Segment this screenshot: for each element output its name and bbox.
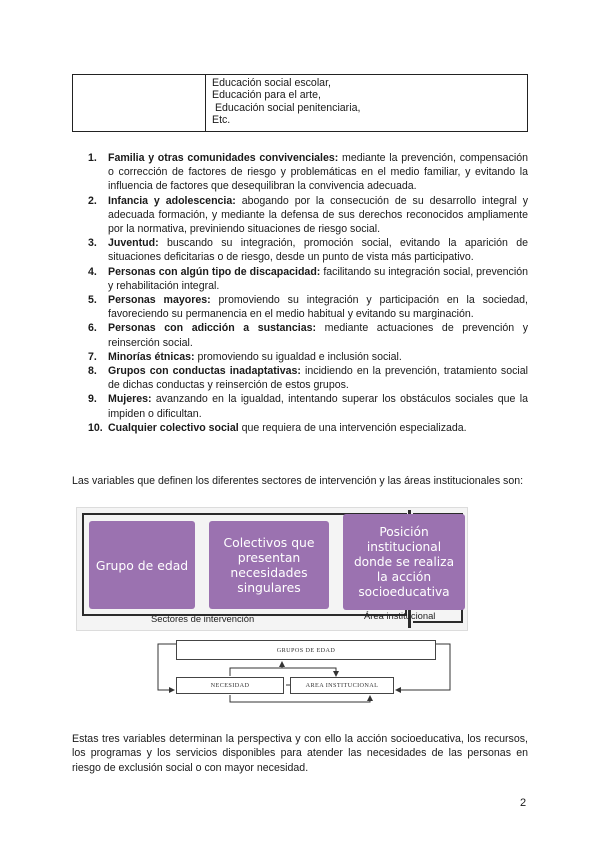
list-item xyxy=(88,421,528,435)
list-item-title: Personas con algún tipo de discapacidad: xyxy=(108,265,321,278)
list-number: 3. xyxy=(88,237,97,250)
institutional-area-node: AREA INSTITUCIONAL xyxy=(290,677,394,694)
list-item-title: Mujeres: xyxy=(108,393,152,406)
arrow-left-loop xyxy=(158,644,176,690)
area-caption: Área institucional xyxy=(364,610,436,621)
list-item-text: abogando por la consecución de su desarrollo integral y adecuada formación, y mediante la defensa de sus derechos reconocidos ampliamente por la normativa, previniendo situaciones de riesgo social. xyxy=(108,194,528,236)
list-item-title: Personas con adicción a sustancias: xyxy=(108,322,317,335)
page-number: 2 xyxy=(520,797,527,809)
list-number: 8. xyxy=(88,365,97,378)
list-item xyxy=(88,293,528,321)
list-number: 6. xyxy=(88,322,97,335)
list-item-text: promoviendo su integración y participación en la sociedad, favoreciendo su permanencia en el medio habitual y evitando su marginación. xyxy=(108,294,528,321)
list-item-title: Personas mayores: xyxy=(108,294,211,307)
list-item xyxy=(88,392,528,420)
institutional-position-box: Posición institucional donde se realiza la acción socioeducativa xyxy=(343,514,465,610)
list-item-text: promoviendo su igualdad e inclusión social. xyxy=(194,350,402,363)
table-line: Educación social penitenciaria, xyxy=(212,101,361,114)
list-number: 1. xyxy=(88,152,97,164)
list-item-text: buscando su integración, promoción social, evitando la aparición de situaciones deficitarias o de riesgo, desde un punto de vista más participativo. xyxy=(108,237,528,264)
table-cell-areas xyxy=(206,75,528,132)
sectors-caption: Sectores de intervención xyxy=(151,613,255,624)
age-groups-node: GRUPOS DE EDAD xyxy=(176,640,436,660)
list-item xyxy=(88,151,528,194)
list-item-text: mediante la prevención, compensación o corrección de factores de riesgo y problemáticas en el medio familiar, y evitando la influencia de factores que desequilibran la convivencia adecuada. xyxy=(108,152,528,193)
closing-paragraph: Estas tres variables determinan la perspectiva y con ello la acción socioeducativa, los recursos, los programas y los servicios disponibles para atender las necesidades de las personas en riesgo de exclusión social o con mayor necesidad. xyxy=(72,733,528,774)
list-number: 4. xyxy=(88,265,97,278)
list-item-text: facilitando su integración social, prevención y rehabilitación integral. xyxy=(108,265,528,292)
list-item-text: avanzando en la igualdad, intentando superar los obstáculos sociales que la impiden o dificultan. xyxy=(108,393,528,420)
table-line: Etc. xyxy=(212,114,231,127)
list-item-title: Familia y otras comunidades convivenciales: xyxy=(108,152,339,164)
list-item xyxy=(88,194,528,237)
list-item-title: Infancia y adolescencia: xyxy=(108,194,236,207)
special-needs-box: Colectivos que presentan necesidades singulares xyxy=(209,521,329,609)
list-item-title: Minorías étnicas: xyxy=(108,350,195,363)
list-item-text: que requiera de una intervención especializada. xyxy=(238,421,467,434)
table-row xyxy=(73,75,528,132)
age-group-box: Grupo de edad xyxy=(89,521,195,609)
list-item-title: Juventud: xyxy=(108,237,159,250)
list-item xyxy=(88,236,528,264)
arrow-inner-left xyxy=(230,668,336,676)
intro-paragraph: Las variables que definen los diferentes sectores de intervención y las áreas institucionales son: xyxy=(72,475,524,487)
list-item-text: mediante actuaciones de prevención y reinserción social. xyxy=(108,322,528,349)
variables-diagram xyxy=(76,507,468,631)
arrow-bottom xyxy=(230,695,370,702)
list-item-text: incidiendo en la prevención, tratamiento social de dichas conductas y reinserción de estos grupos. xyxy=(108,365,528,392)
list-item xyxy=(88,350,528,364)
list-item xyxy=(88,321,528,349)
areas-table xyxy=(72,74,528,132)
list-number: 7. xyxy=(88,350,97,363)
list-number: 2. xyxy=(88,194,97,207)
list-item xyxy=(88,265,528,293)
list-number: 5. xyxy=(88,294,97,307)
table-line: Educación social escolar, xyxy=(212,77,331,89)
table-cell-empty xyxy=(73,75,206,132)
list-number: 10. xyxy=(88,421,103,434)
list-item-title: Cualquier colectivo social xyxy=(108,421,239,434)
sectors-list xyxy=(88,151,528,435)
relations-diagram xyxy=(150,630,455,708)
list-number: 9. xyxy=(88,393,97,406)
list-item-title: Grupos con conductas inadaptativas: xyxy=(108,365,301,378)
list-item xyxy=(88,364,528,392)
table-line: Educación para el arte, xyxy=(212,89,321,102)
need-node: NECESIDAD xyxy=(176,677,284,694)
